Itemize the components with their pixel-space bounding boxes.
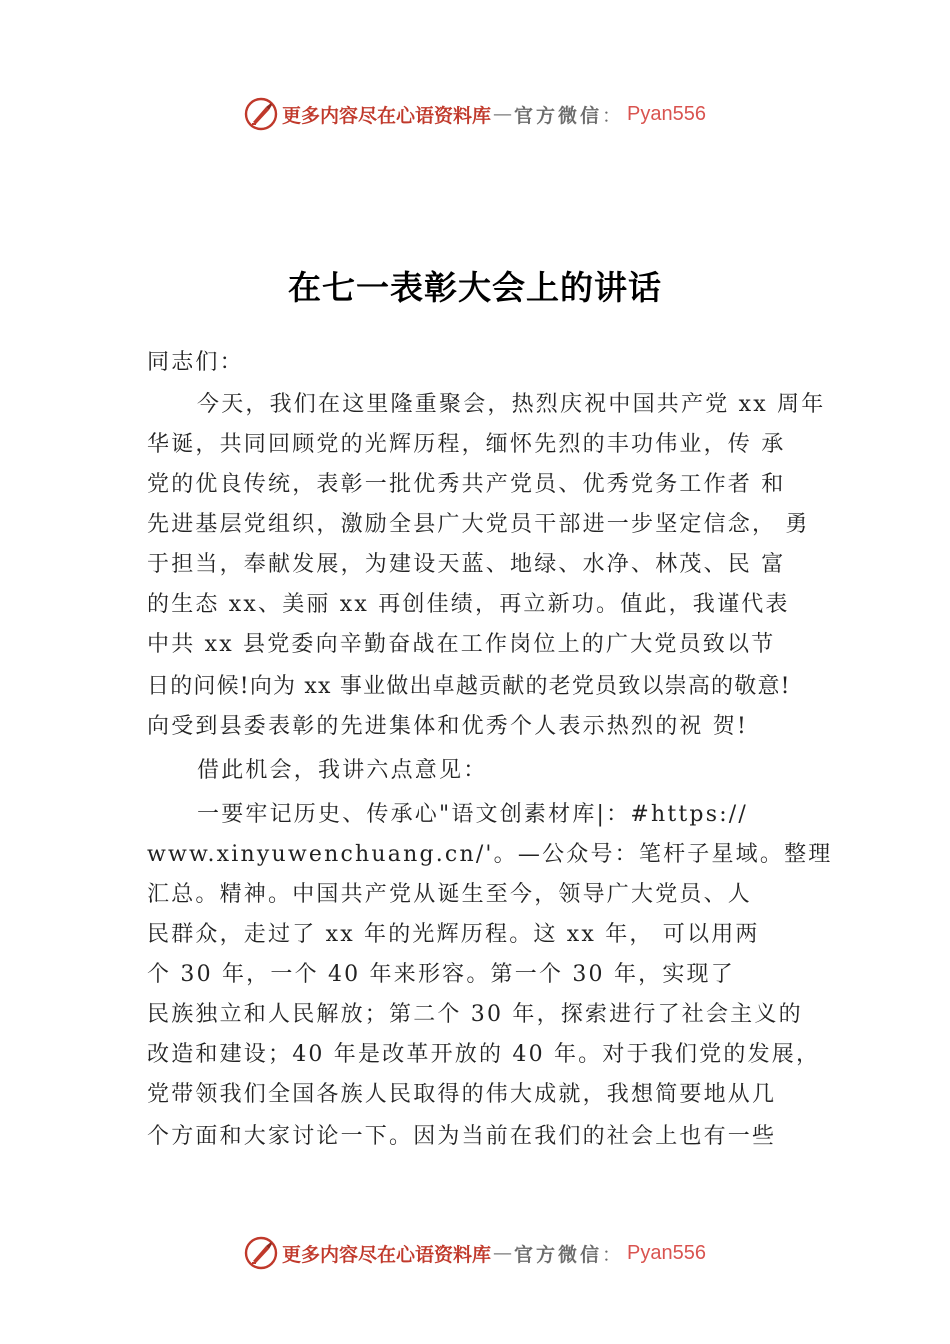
paragraph-line: 日的问候!向为 xx 事业做出卓越贡献的老党员致以崇高的敬意! [147, 674, 791, 699]
paragraph-line: www.xinyuwenchuang.cn/'。—公众号：笔杆子星域。整理 [147, 842, 833, 867]
banner-colon: ： [602, 104, 622, 127]
paragraph-line: 个方面和大家讨论一下。因为当前在我们的社会上也有一些 [147, 1124, 777, 1149]
paragraph-line: 党的优良传统，表彰一批优秀共产党员、优秀党务工作者 和 [147, 472, 786, 497]
footer-banner [0, 1233, 950, 1273]
paragraph-line: 华诞，共同回顾党的光辉历程，缅怀先烈的丰功伟业，传 承 [147, 432, 786, 457]
salutation: 同志们： [147, 350, 244, 375]
banner-brand-text: 更多内容尽在心语资料库 [281, 1243, 491, 1266]
document-title: 在七一表彰大会上的讲话 [288, 268, 662, 307]
paragraph-line: 中共 xx 县党委向辛勤奋战在工作岗位上的广大党员致以节 [147, 632, 776, 657]
banner-dash: — [493, 103, 512, 125]
banner-dash: — [493, 1242, 512, 1264]
banner-colon: ： [602, 1243, 622, 1266]
quill-logo-icon [244, 1236, 278, 1270]
paragraph-line: 党带领我们全国各族人民取得的伟大成就，我想简要地从几 [147, 1082, 777, 1107]
paragraph-line: 于担当，奉献发展，为建设天蓝、地绿、水净、林茂、民 富 [147, 552, 786, 577]
paragraph-line: 一要牢记历史、传承心"语文创素材库|：#https:// [197, 802, 749, 827]
paragraph-line: 民族独立和人民解放；第二个 30 年，探索进行了社会主义的 [147, 1002, 803, 1027]
paragraph-line: 向受到县委表彰的先进集体和优秀个人表示热烈的祝 贺! [147, 714, 749, 739]
paragraph-line: 先进基层党组织，激励全县广大党员干部进一步坚定信念， 勇 [147, 512, 810, 537]
banner-wechat-label: 官方微信 [514, 104, 603, 127]
paragraph-line: 汇总。精神。中国共产党从诞生至今，领导广大党员、人 [147, 882, 753, 907]
banner-account: Pyan556 [627, 1241, 706, 1264]
header-banner [0, 94, 950, 134]
banner-brand-text: 更多内容尽在心语资料库 [281, 104, 491, 127]
paragraph-line: 的生态 xx、美丽 xx 再创佳绩，再立新功。值此，我谨代表 [147, 592, 790, 617]
paragraph-line: 改造和建设；40 年是改革开放的 40 年。对于我们党的发展， [147, 1042, 821, 1067]
banner-wechat-label: 官方微信 [514, 1243, 603, 1266]
banner-account: Pyan556 [627, 102, 706, 125]
paragraph-line: 个 30 年，一个 40 年来形容。第一个 30 年，实现了 [147, 962, 735, 987]
quill-logo-icon [244, 97, 278, 131]
paragraph-line: 今天，我们在这里隆重聚会，热烈庆祝中国共产党 xx 周年 [197, 392, 826, 417]
paragraph-line: 借此机会，我讲六点意见： [197, 758, 488, 783]
paragraph-line: 民群众，走过了 xx 年的光辉历程。这 xx 年， 可以用两 [147, 922, 760, 947]
